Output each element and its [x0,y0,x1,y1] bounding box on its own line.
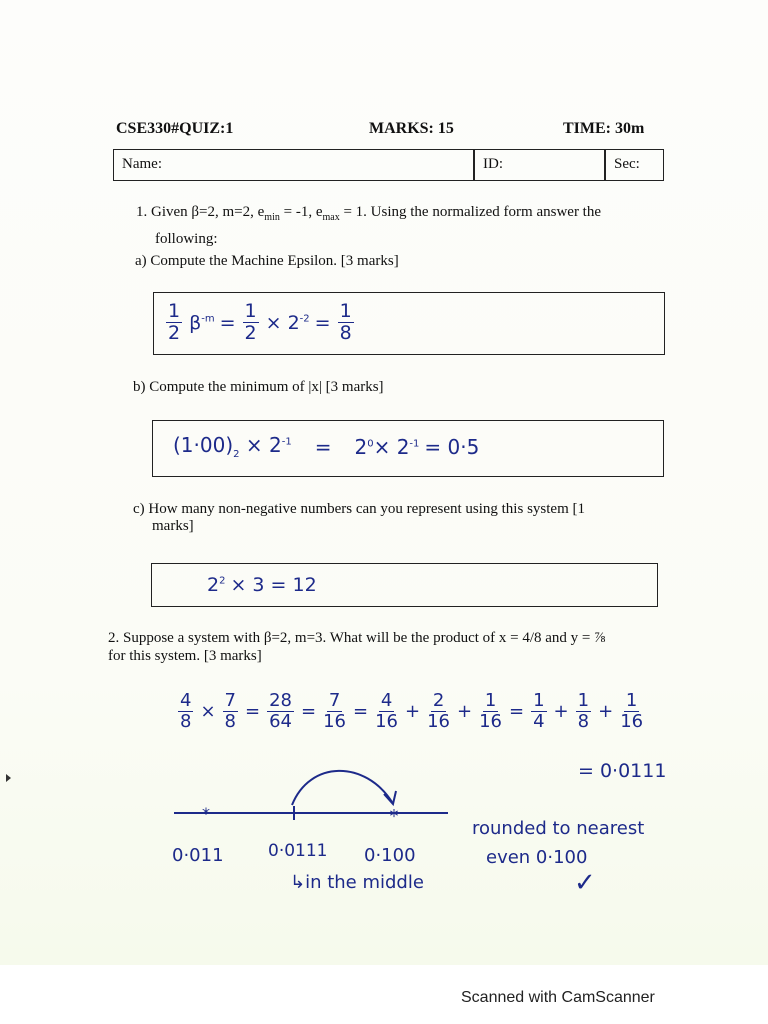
check-mark-icon: ✓ [574,868,596,898]
question-1c-label: c) How many non-negative numbers can you represent using this system [1 [133,501,585,517]
table-divider [604,150,606,180]
question-1-intro-line2: following: [155,231,218,247]
marks-label: MARKS: 15 [369,120,454,137]
arc-arrow [292,771,392,805]
question-1a-label: a) Compute the Machine Epsilon. [3 marks] [135,253,399,269]
tick-star-left: * [202,804,210,823]
question-2-result: = 0·0111 [578,760,667,782]
in-the-middle-note: ↳in the middle [290,872,424,893]
number-line-diagram [160,760,460,830]
question-1-intro: 1. Given β=2, m=2, $e_{min} = -1$, $e_{max} = 1$. Using the normalized form answer the [136,204,602,223]
rounding-note-line1: rounded to nearest [472,818,645,839]
answer-1b-handwriting: $(1\cdot 00)_2 \times 2^{-1}$ = $2^0\times 2^{-1}$ = 0·5 [173,433,480,460]
number-line-mid-label: 0·0111 [268,841,328,861]
answer-1a-handwriting: $\frac{1}{2}$ $\beta^{-m}$ = $\frac{1}{2}$ × $2^{-2}$ = $\frac{1}{8}$ [168,300,352,344]
question-1b-label: b) Compute the minimum of |x| [3 marks] [133,379,384,395]
answer-box-1c [151,563,658,607]
answer-1c-handwriting: $2^2$ × 3 = 12 [207,574,317,596]
camscanner-watermark: Scanned with CamScanner [461,989,655,1006]
student-info-table [113,149,664,181]
answer-box-1b [152,420,664,477]
number-line-right-label: 0·100 [364,845,416,866]
sec-field-label: Sec: [614,156,640,172]
course-title: CSE330#QUIZ:1 [116,120,234,137]
id-field-label: ID: [483,156,503,172]
question-1c-label-line2: marks] [152,518,194,534]
time-label: TIME: 30m [563,120,645,137]
name-field-label: Name: [122,156,162,172]
question-2-working: $\frac{4}{8}$ × $\frac{7}{8}$ = $\frac{28}{64}$ = $\frac{7}{16}$ = $\frac{4}{16}$ + $\frac{2}{16}$ + $\frac{1}{16}$ = $\frac{1}{4}$ + $\frac{1}{8}$ + $\frac{1}{16}$ [180,690,644,732]
number-line-left-label: 0·011 [172,845,224,866]
tick-star-right: * [389,806,399,827]
table-divider [473,150,475,180]
question-2-label: 2. Suppose a system with β=2, m=3. What will be the product of x = 4/8 and y = ⅞ [108,630,606,646]
question-2-label-line2: for this system. [3 marks] [108,648,262,664]
margin-arrow-icon [6,774,11,782]
rounding-note-line2: even 0·100 [486,847,588,868]
answer-box-1a [153,292,665,355]
